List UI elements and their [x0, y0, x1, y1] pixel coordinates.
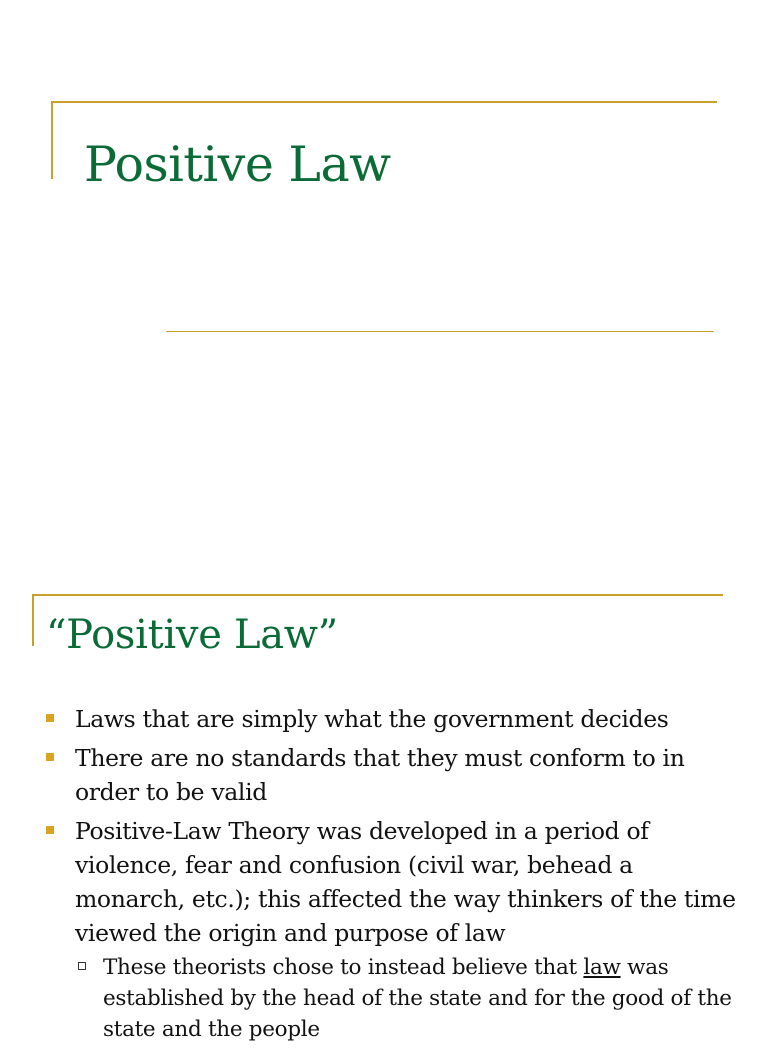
slide-title: Positive Law [84, 136, 391, 193]
left-rule [32, 594, 34, 646]
sub-bullet-list [75, 952, 736, 1045]
sub-list-item [75, 952, 736, 1045]
content-slide [0, 560, 768, 1042]
bullet-text: Laws that are simply what the government decides [75, 705, 669, 733]
sub-bullet-text-end: was established by the head of the state and for the good of the state and the people [103, 955, 732, 1042]
bullet-text: Positive-Law Theory was developed in a period of violence, fear and confusion (civil war, behead a monarch, etc.); this affected the way thinkers of the time viewed the origin and purpose of law [75, 817, 736, 947]
sub-bullet-text-start: These theorists chose to instead believe that [103, 955, 584, 980]
top-rule [51, 101, 717, 103]
left-rule [51, 101, 53, 179]
underlined-law: law [583, 955, 621, 980]
bullet-square-icon [46, 753, 54, 761]
bullet-square-icon [46, 826, 54, 834]
bullet-square-icon [46, 714, 54, 722]
top-rule [32, 594, 723, 596]
bottom-rule [166, 331, 714, 332]
hollow-square-bullet-icon [78, 962, 86, 970]
list-item [46, 741, 736, 809]
list-item [46, 702, 736, 736]
list-item [46, 814, 736, 1045]
slide-title: “Positive Law” [46, 612, 338, 658]
bullet-list [46, 702, 736, 1050]
bullet-text: There are no standards that they must conform to in order to be valid [75, 744, 685, 806]
